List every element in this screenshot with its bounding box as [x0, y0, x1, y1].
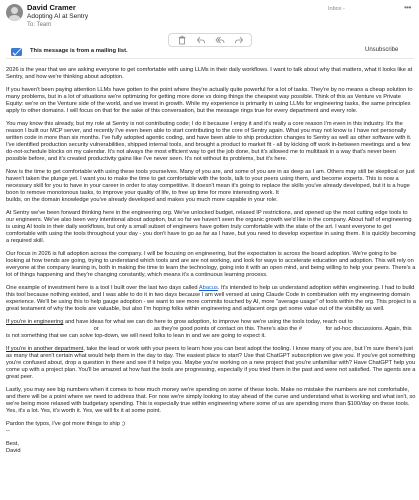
body-paragraph: 2026 is the year that we are asking everyone to get comfortable with using LLMs in their daily workflows. I want to talk about why that matters, what it looks like at Sentry, and how we're thinking about adoption.	[6, 67, 413, 80]
body-paragraph: At Sentry we've been forward thinking here in the engineering org. We've unlocked budget, relaxed IP restrictions, and opened up the most cutting edge tools to our engineers. We've also been very intentional about adoption, but so far we haven't seen the organic growth we'd like in the company. About half of engineering is using AI tools in their daily workflows, but only a small subset of engineers have gotten truly comfortable with the state of the art. I want everyone to get comfortable with using the tools throughout your day - you don't have to go as far as I have, but you need to develop expertise in using them. It is quickly becoming a required skill.	[6, 209, 416, 244]
banner-text: This message is from a mailing list.	[30, 48, 128, 54]
body-text: One example of investment here is a tool I built over the last two days called	[6, 284, 199, 291]
or-text: or	[93, 325, 99, 332]
body-paragraph: Lastly, you may see big numbers when it comes to how much money we're spending on some of these tools. Make no mistake the numbers are not comfortable, and there will be a point where we need to address that. For now we're simply looking to stay ahead of the curve and understand what is working and what isn't, so we're being more relaxed with budgetary spending. This is especially true within engineering where some of us are spending more than $100/day on these tools. Yes, it's a lot. Yes, it's worth it. Yes, we will fix it at some point.	[6, 386, 416, 414]
signature-separator: --	[6, 427, 10, 434]
unsubscribe-button[interactable]: Unsubscribe	[365, 47, 399, 53]
redacted-channel	[302, 326, 324, 331]
body-text: Now is the time to get comfortable with using these tools yourselves. Many of you are, and some of you are in as deep as I am. Others may still be skeptical or just haven't taken the plunge yet. I want you to make the time to get comfortable with the tools, talk to your peers using them, and become experts. This is now a necessary skill for you to have in your career in order to stay competitive. It doesn't mean it's going to replace the skills you've already developed, but it is a huge boon to remove monotonous tasks, to improve your quality of life, to free up time for more interesting work. It	[6, 169, 415, 196]
to-label: To:	[27, 22, 36, 28]
body-paragraph	[6, 421, 416, 435]
redacted-contact	[6, 326, 92, 331]
signature	[6, 441, 416, 455]
signature-name: David	[6, 447, 21, 454]
body-paragraph: Our focus in 2026 is full adoption across the company. I will be focusing on engineering, but the expectation is across the board adoption. We're going to be looking at how trends are going, trying to understand which tools and are are not working, and look for ways to accelerate education and adoption. This will rely on everyone at the company leaning in, both in making the time to learn the technology, going into it with an open mind, and being willing to help your peers. There's a lot of things happening and they're changing constantly, which means it's a continuous learning process.	[6, 250, 416, 278]
signature-closing: Best,	[6, 441, 19, 447]
forward-icon[interactable]	[234, 35, 244, 45]
redacted-contact	[100, 326, 152, 331]
reply-all-icon[interactable]	[215, 35, 225, 45]
avatar[interactable]	[6, 4, 23, 21]
body-text: builds, on the domain knowledge you've already developed and makes you much more capable in your role.	[6, 196, 278, 203]
more-icon[interactable]: •••	[404, 3, 411, 12]
engineering-heading: If you're in engineering	[6, 318, 64, 325]
body-paragraph	[6, 285, 416, 313]
body-text: as they're good points of contact on this. There's also the #	[153, 325, 302, 332]
body-text: . It's intended to help us understand adoption within engineering. I had to build this tool because nothing existed, and I was able to do it in two days because I am well versed at using Claude Code in combination with my engineering domain experience. We'll be using this to help gauge adoption - we want to see more commits touched by AI, more "average usage" of tools within the org. This project is a great testament of why the tools are valuable, but also I'm hoping folks within engineering and adjacent orgs get some value out of the visibility as well.	[6, 284, 416, 312]
abacus-link[interactable]: Abacus	[198, 284, 218, 291]
body-paragraph	[6, 319, 416, 340]
body-paragraph	[6, 169, 416, 204]
mailing-list-icon	[11, 48, 22, 56]
body-text: , take the lead or work with your peers to learn how you can best adopt the tooling. I know many of you are, but I'm sure there's just as many that aren't certain what would help them in the day to day. The easiest place to start? Use that ChatGPT subscription we give you. If you've got something you're confused about, drop a question in there and see if it helps you. Maybe you're working on a new project that you're unfamiliar with? Have ChatGPT help you come up with a project plan. You'll be amazed at how fast the tools are progressing, especially if you tried them in the past and were not satisfied. The agents are a great peer.	[6, 345, 416, 380]
trash-icon[interactable]	[177, 35, 187, 45]
mailing-list-banner	[6, 45, 414, 59]
body-paragraph: You may know this already, but my role at Sentry is not contributing code; I do it because I enjoy it and it's really a core reason I'm even in this industry. It's the reason I built our MCP server, and recently I've even been able to start contributing to the core of Sentry again. What you may not know is I have not personally written code in more than six months. I've fully adopted agentic coding, and have been able to ship production changes to Sentry as well as other software with it. I've identified production security vulnerabilities, shipped internal tools, and brought a product to market fit - all by kicking off work in-between meetings and a few do-not-schedule blocks on my calendar. It's not always the most efficient way to get the job done, but it's allowed me to multitask in a way that's never been possible before, and it's created productivity gains like I've never seen. It's not without its problems, but it's here.	[6, 121, 412, 162]
reply-icon[interactable]	[196, 35, 206, 45]
email-subject: Adopting AI at Sentry	[27, 13, 89, 20]
body-paragraph: If you haven't been paying attention LLMs have gotten to the point where they're actually quite powerful for a lot of tasks. They're by no means a cheap solution to many problems, but in a lot of situations we're optimizing for getting more done vs doing things the cheapest way possible. Think of this as Venture vs Private Equity: we're on the Venture side of the world, and we invest in growth. While my experience is primarily in using LLMs for engineering tasks, the same principles apply to other domains. I will focus on that for the sake of this conversation, but the message rings true for every department and every role.	[6, 87, 413, 114]
sender-name[interactable]: David Cramer	[27, 3, 76, 12]
email-header	[0, 0, 419, 36]
recipient-name[interactable]: Team	[36, 22, 52, 28]
recipient-row	[27, 22, 51, 28]
body-text: Pardon the typos, I've got more things to ship ;)	[6, 420, 126, 427]
body-text: and have ideas for what we can do here to grow adoption, to improve how we're using the tools today, reach out to	[63, 318, 353, 325]
body-text: for ad-hoc discussions. Again, this is not something that we can solve top-down, we will need folks to lean in and we are going to expect it.	[6, 325, 412, 339]
other-department-heading: If you're in another department	[6, 345, 84, 352]
email-body	[6, 67, 416, 455]
mailbox-badge[interactable]: Inbox -	[328, 6, 345, 12]
body-paragraph	[6, 346, 416, 381]
